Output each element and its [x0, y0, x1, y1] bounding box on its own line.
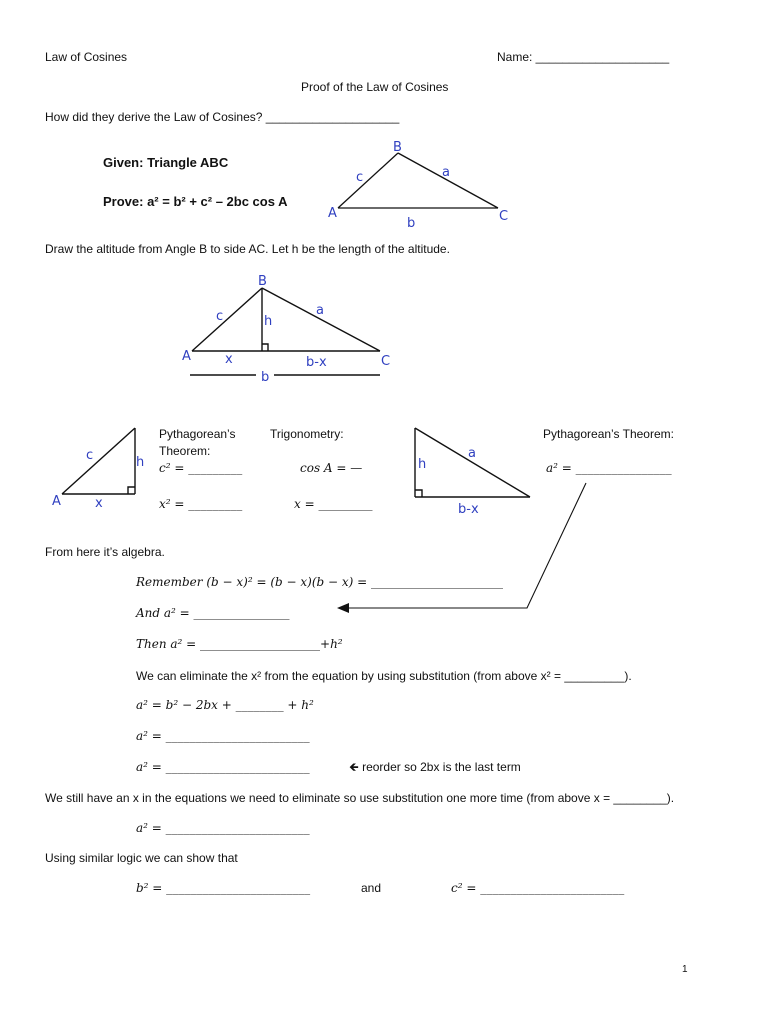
trig-equation-x: x = _________ — [294, 497, 373, 511]
trig-equation-cos: cos A = — — [300, 461, 363, 475]
trig-title: Trigonometry: — [270, 427, 344, 441]
given-statement: Given: Triangle ABC — [103, 155, 229, 170]
page-number: 1 — [682, 964, 688, 975]
triangle-top-label-c: c — [356, 170, 364, 185]
algebra-step-final-a: a² = ________________________ — [136, 821, 310, 835]
triangle-top-side-c — [338, 153, 398, 208]
reorder-note: 🡸 reorder so 2bx is the last term — [349, 760, 521, 774]
algebra-step-and: And a² = ________________ — [136, 606, 290, 620]
document-topic: Law of Cosines — [45, 50, 128, 64]
triangle-mid-label-C: C — [381, 354, 391, 369]
algebra-step-remember: Remember (b − x)² = (b − x)(b − x) = ______________________ — [136, 575, 503, 589]
left-tri-label-A: A — [52, 494, 61, 509]
similar-logic-text: Using similar logic we can show that — [45, 851, 238, 865]
algebra-step-substitute-x: We still have an x in the equations we need to eliminate so use substitution one more time (from above x = ________). — [45, 791, 675, 805]
left-tri-label-h: h — [136, 455, 145, 470]
arrow-head — [337, 603, 349, 613]
algebra-step-eliminate: We can eliminate the x² from the equation by using substitution (from above x² = _________). — [136, 669, 632, 683]
triangle-mid-label-B: B — [258, 274, 267, 289]
pyth-left-equation-c: c² = _________ — [159, 461, 243, 475]
pyth-right-equation: a² = ________________ — [546, 461, 672, 475]
left-tri-label-x: x — [95, 496, 103, 511]
equation-b-squared: b² = ________________________ — [136, 881, 311, 895]
right-tri-label-h: h — [418, 457, 427, 472]
algebra-intro: From here it’s algebra. — [45, 545, 165, 559]
triangle-mid-label-b: b — [261, 370, 270, 385]
algebra-step-blank-1: a² = ________________________ — [136, 729, 310, 743]
triangle-mid-label-x: x — [225, 352, 233, 367]
right-tri-label-a: a — [468, 446, 476, 461]
left-tri-label-c: c — [86, 448, 94, 463]
algebra-step-blank-2: a² = ________________________ — [136, 760, 310, 774]
algebra-step-expand: a² = b² − 2bx + ________ + h² — [136, 698, 314, 712]
pyth-left-equation-x: x² = _________ — [159, 497, 243, 511]
triangle-top-label-C: C — [499, 209, 509, 224]
right-tri-side-a — [415, 428, 530, 497]
right-right-triangle-figure — [415, 428, 530, 497]
triangle-mid-label-a: a — [316, 303, 324, 318]
left-tri-right-angle — [128, 487, 135, 494]
triangle-top-label-b: b — [407, 216, 416, 231]
left-right-triangle-figure — [62, 428, 135, 494]
pyth-left-title-line1: Pythagorean’s — [159, 427, 236, 441]
pyth-right-title: Pythagorean’s Theorem: — [543, 427, 674, 441]
triangle-mid-label-h: h — [264, 314, 273, 329]
name-field-label: Name: ____________________ — [497, 50, 670, 64]
right-tri-label-bx: b-x — [458, 502, 479, 517]
triangle-mid-side-a — [262, 288, 380, 351]
right-angle-marker — [262, 344, 268, 351]
pyth-left-title-line2: Theorem: — [159, 444, 211, 458]
triangle-top-side-a — [398, 153, 498, 208]
derive-question: How did they derive the Law of Cosines? ____________________ — [45, 110, 400, 124]
algebra-step-then: Then a² = ____________________+h² — [136, 637, 343, 651]
right-tri-right-angle — [415, 490, 422, 497]
triangle-altitude-figure — [190, 288, 380, 375]
triangle-mid-side-c — [192, 288, 262, 351]
triangle-top-label-B: B — [393, 140, 402, 155]
triangle-mid-label-c: c — [216, 309, 224, 324]
triangle-mid-label-A: A — [182, 349, 191, 364]
prove-statement: Prove: a² = b² + c² – 2bc cos A — [103, 194, 288, 209]
left-tri-side-c — [62, 428, 135, 494]
triangle-top-label-a: a — [442, 165, 450, 180]
triangle-mid-label-bx: b-x — [306, 355, 327, 370]
triangle-top-label-A: A — [328, 206, 337, 221]
equation-c-squared: c² = ________________________ — [451, 881, 625, 895]
and-connector: and — [361, 881, 382, 895]
altitude-instruction: Draw the altitude from Angle B to side AC. Let h be the length of the altitude. — [45, 242, 450, 256]
page-title: Proof of the Law of Cosines — [301, 80, 449, 94]
